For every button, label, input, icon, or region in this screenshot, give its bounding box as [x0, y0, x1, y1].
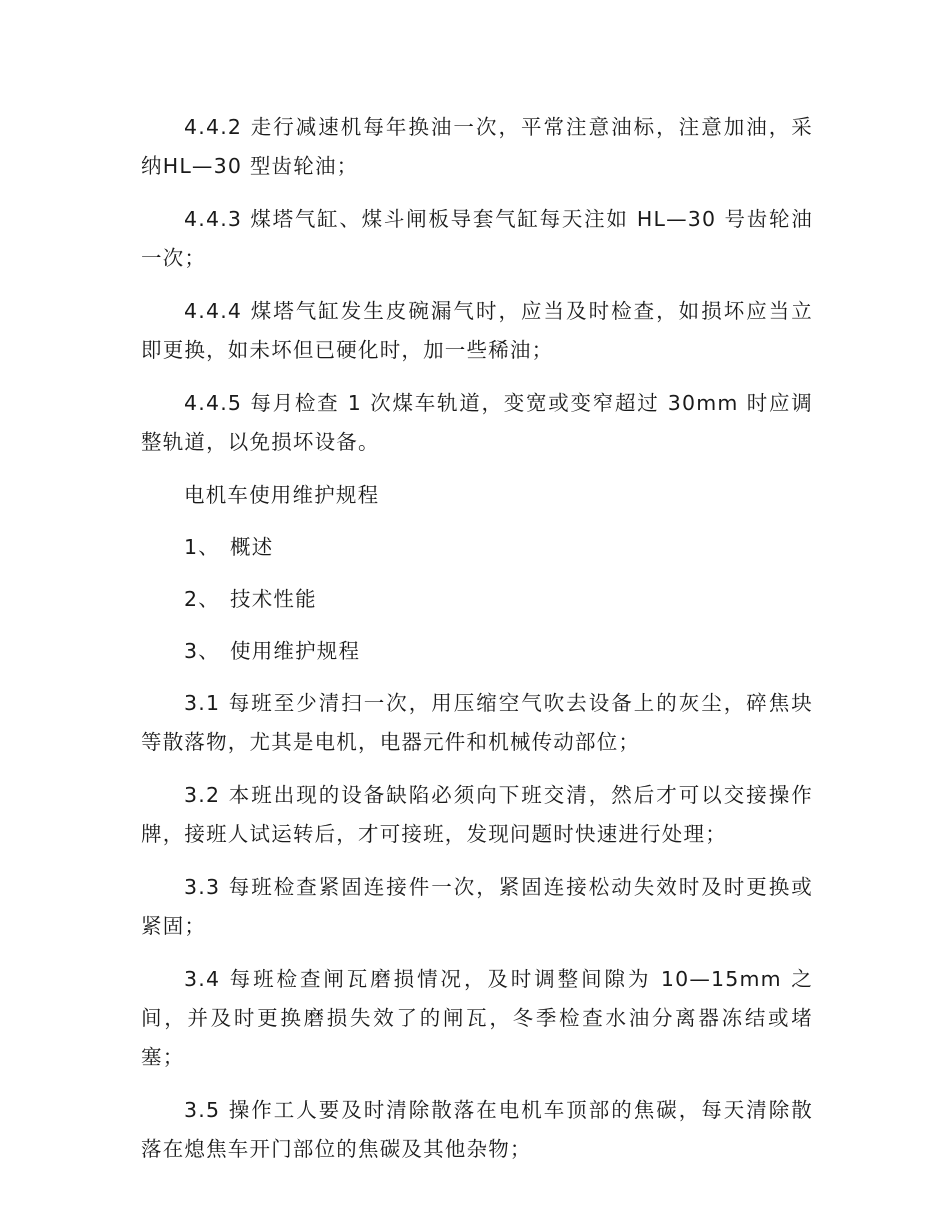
list-number: 3、 [184, 639, 220, 663]
paragraph-3-3: 3.3 每班检查紧固连接件一次，紧固连接松动失效时及时更换或紧固； [141, 875, 813, 938]
list-item [141, 528, 813, 567]
list-item [141, 580, 813, 619]
list-text: 使用维护规程 [230, 639, 361, 663]
paragraph-4-4-2: 4.4.2 走行减速机每年换油一次，平常注意油标，注意加油，采纳HL—30 型齿轮油； [141, 115, 813, 178]
paragraph-4-4-4: 4.4.4 煤塔气缸发生皮碗漏气时，应当及时检查，如损坏应当立即更换，如未坏但已硬化时，加一些稀油； [141, 299, 813, 362]
paragraph-3-2: 3.2 本班出现的设备缺陷必须向下班交清，然后才可以交接操作牌，接班人试运转后，才可接班，发现问题时快速进行处理； [141, 783, 813, 846]
list-number: 2、 [184, 587, 220, 611]
section-title: 电机车使用维护规程 [184, 483, 380, 507]
paragraph-4-4-3: 4.4.3 煤塔气缸、煤斗闸板导套气缸每天注如 HL—30 号齿轮油一次； [141, 207, 813, 270]
paragraph-3-5: 3.5 操作工人要及时清除散落在电机车顶部的焦碳，每天清除散落在熄焦车开门部位的焦碳及其他杂物； [141, 1098, 813, 1161]
list-item [141, 632, 813, 671]
paragraph-3-4: 3.4 每班检查闸瓦磨损情况，及时调整间隙为 10—15mm 之间，并及时更换磨损失效了的闸瓦，冬季检查水油分离器冻结或堵塞； [141, 967, 813, 1069]
paragraph-3-1: 3.1 每班至少清扫一次，用压缩空气吹去设备上的灰尘，碎焦块等散落物，尤其是电机，电器元件和机械传动部位； [141, 691, 813, 754]
paragraph-4-4-5: 4.4.5 每月检查 1 次煤车轨道，变宽或变窄超过 30mm 时应调整轨道，以免损坏设备。 [141, 391, 813, 454]
list-number: 1、 [184, 535, 220, 559]
list-text: 技术性能 [230, 587, 317, 611]
document-body [141, 108, 813, 1183]
list-text: 概述 [230, 535, 274, 559]
